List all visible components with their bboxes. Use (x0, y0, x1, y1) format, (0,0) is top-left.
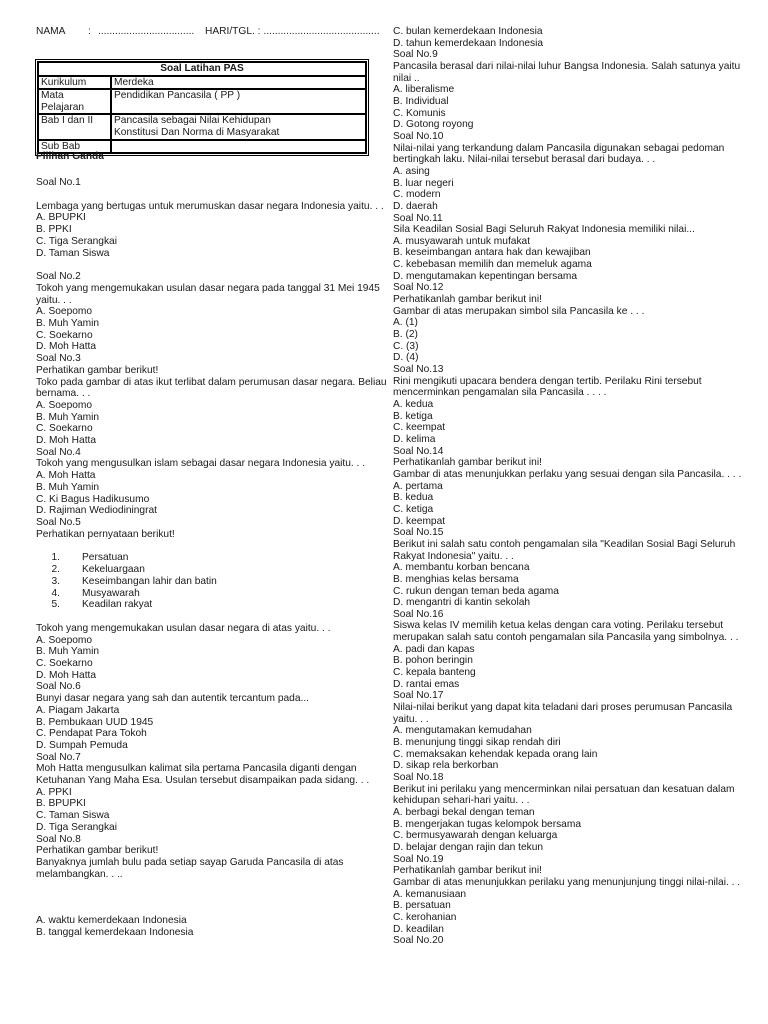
question-text: Nilai-nilai yang terkandung dalam Pancasila digunakan sebagai pedoman (393, 142, 725, 154)
question-label: Soal No.7 (36, 751, 81, 763)
info-key: Sub Bab (38, 140, 111, 154)
question-text: bertingkah laku. Nilai-nilai tersebut berasal dari budaya. . . (393, 154, 656, 166)
answer-option: C. memaksakan kehendak kepada orang lain (393, 748, 598, 760)
question-text: merupakan salah satu contoh pengamalan sila Pancasila yang simbolnya. . . (393, 632, 739, 644)
answer-option: A. waktu kemerdekaan Indonesia (36, 915, 187, 927)
answer-option: B. Muh Yamin (36, 411, 100, 423)
question-label: Soal No.11 (393, 212, 443, 224)
answer-option: B. mengerjakan tugas kelompok bersama (393, 818, 582, 830)
answer-option: D. daerah (393, 200, 438, 212)
answer-option: D. tahun kemerdekaan Indonesia (393, 37, 544, 49)
answer-option: C. bermusyawarah dengan keluarga (393, 830, 558, 842)
answer-option: A. Soepomo (36, 634, 93, 646)
question-text: Gambar di atas merupakan simbol sila Pancasila ke . . . (393, 305, 645, 317)
answer-option: A. Soepomo (36, 399, 93, 411)
answer-option: C. Soekarno (36, 329, 93, 341)
list-item: 1. Persatuan (51, 552, 129, 564)
answer-option: C. (3) (393, 340, 419, 352)
question-text: melambangkan. . .. (36, 868, 123, 880)
nama-label: NAMA (36, 26, 66, 37)
question-label: Soal No.13 (393, 364, 444, 376)
answer-option: B. menghias kelas bersama (393, 573, 519, 585)
answer-option: B. luar negeri (393, 177, 454, 189)
answer-option: D. Sumpah Pemuda (36, 739, 128, 751)
list-item: 3. Keseimbangan lahir dan batin (51, 575, 217, 587)
question-text: Rini mengikuti upacara bendera dengan tertib. Perilaku Rini tersebut (393, 375, 702, 387)
question-text: nilai .. (393, 72, 420, 84)
question-text: yaitu. . . (36, 294, 72, 306)
answer-option: B. kedua (393, 492, 434, 504)
answer-option: D. Rajiman Wediodiningrat (36, 505, 157, 517)
question-label: Soal No.18 (393, 772, 444, 783)
question-label: Soal No.15 (393, 527, 444, 539)
answer-option: D. belajar dengan rajin dan tekun (393, 841, 544, 853)
question-label: Soal No.14 (393, 445, 444, 457)
info-key: Kurikulum (38, 76, 111, 90)
question-text: Perhatikan gambar berikut! (36, 845, 159, 857)
question-label: Soal No.6 (36, 681, 81, 693)
answer-option: B. BPUPKI (36, 798, 86, 810)
answer-option: A. BPUPKI (36, 212, 86, 224)
answer-option: C. Tiga Serangkai (36, 235, 117, 247)
question-text: Banyaknya jumlah bulu pada setiap sayap Garuda Pancasila di atas (36, 856, 344, 868)
answer-option: D. rantai emas (393, 678, 460, 690)
answer-option: C. Soekarno (36, 423, 93, 435)
answer-option: C. kepala banteng (393, 667, 476, 679)
date-blank: ......................................... (263, 26, 380, 37)
left-column (36, 177, 387, 939)
answer-option: B. PPKI (36, 224, 72, 236)
statement-list (36, 552, 366, 611)
info-value: Pendidikan Pancasila ( PP ) (111, 89, 366, 114)
question-label: Soal No.16 (393, 608, 444, 620)
answer-option: C. rukun dengan teman beda agama (393, 585, 559, 597)
answer-option: D. Moh Hatta (36, 669, 97, 681)
info-value: Pancasila sebagai Nilai Kehidupan Konstitusi Dan Norma di Masyarakat (111, 114, 366, 139)
question-text: Bunyi dasar negara yang sah dan autentik tercantum pada... (36, 693, 309, 705)
answer-option: B. tanggal kemerdekaan Indonesia (36, 927, 194, 939)
question-text: Gambar di atas menunjukkan perlaku yang sesuai dengan sila Pancasila. . . . (393, 468, 742, 480)
answer-option: C. modern (393, 189, 441, 201)
answer-option: B. Muh Yamin (36, 646, 100, 658)
list-item: 4. Musyawarah (51, 587, 140, 599)
nama-blank: .................................. (98, 26, 195, 37)
question-text: Moh Hatta mengusulkan kalimat sila pertama Pancasila diganti dengan (36, 763, 357, 775)
question-text: Perhatikanlah gambar berikut ini! (393, 865, 542, 877)
question-text: Siswa kelas IV memilih ketua kelas dengan cara voting. Perilaku tersebut (393, 620, 724, 632)
question-text: Toko pada gambar di atas ikut terlibat dalam perumusan dasar negara. Beliau (36, 376, 387, 388)
answer-option: C. Soekarno (36, 658, 93, 670)
answer-option: D. Taman Siswa (36, 247, 110, 259)
exam-title: Soal Latihan PAS (38, 62, 366, 76)
date-label: HARI/TGL. : (205, 26, 261, 37)
answer-option: A. membantu korban bencana (393, 562, 530, 574)
question-label: Soal No.19 (393, 853, 444, 865)
info-row (38, 114, 366, 139)
info-key: Bab I dan II (38, 114, 111, 139)
list-item: 2. Kekeluargaan (51, 564, 145, 576)
answer-option: D. keempat (393, 515, 446, 527)
question-label: Soal No.10 (393, 130, 444, 142)
question-text: Berikut ini perilaku yang mencerminkan nilai persatuan dan kesatuan dalam (393, 783, 735, 795)
info-value: Merdeka (111, 76, 366, 90)
answer-option: B. Pembukaan UUD 1945 (36, 716, 154, 728)
question-label: Soal No.8 (36, 833, 81, 845)
answer-option: A. Moh Hatta (36, 470, 96, 482)
answer-option: D. kelima (393, 433, 436, 445)
question-text: Tokoh yang mengemukakan usulan dasar negara pada tanggal 31 Mei 1945 (36, 282, 380, 294)
answer-option: C. bulan kemerdekaan Indonesia (393, 26, 543, 37)
answer-option: D. Moh Hatta (36, 341, 97, 353)
student-header (36, 26, 380, 38)
answer-option: D. keadilan (393, 923, 444, 935)
question-text: Tokoh yang mengusulkan islam sebagai dasar negara Indonesia yaitu. . . (36, 458, 366, 470)
answer-option: A. padi dan kapas (393, 643, 475, 655)
answer-option: B. menunjung tinggi sikap rendah diri (393, 737, 561, 749)
answer-option: D. mengantri di kantin sekolah (393, 597, 531, 609)
info-row (38, 89, 366, 114)
answer-option: D. Gotong royong (393, 119, 474, 131)
answer-option: A. musyawarah untuk mufakat (393, 235, 531, 247)
answer-option: B. Muh Yamin (36, 318, 100, 330)
question-text: Nilai-nilai berikut yang dapat kita teladani dari proses perumusan Pancasila (393, 702, 733, 714)
answer-option: C. Pendapat Para Tokoh (36, 728, 147, 740)
question-text: mencerminkan pengamalan sila Pancasila . . . . (393, 387, 607, 399)
question-text: Perhatikan gambar berikut! (36, 364, 159, 376)
info-key: Mata Pelajaran (38, 89, 111, 114)
question-text: Lembaga yang bertugas untuk merumuskan dasar negara Indonesia yaitu. . . (36, 200, 384, 212)
answer-option: C. Taman Siswa (36, 810, 110, 822)
question-label: Soal No.20 (393, 935, 444, 947)
info-row (38, 76, 366, 90)
answer-option: A. Piagam Jakarta (36, 704, 120, 716)
answer-option: A. kemanusiaan (393, 888, 467, 900)
nama-colon: : (88, 26, 91, 37)
question-text: kehidupan sehari-hari yaitu. . . (393, 795, 530, 807)
answer-option: D. sikap rela berkorban (393, 760, 499, 772)
info-value (111, 140, 366, 154)
question-label: Soal No.3 (36, 353, 81, 365)
answer-option: D. Moh Hatta (36, 435, 97, 447)
question-label: Soal No.1 (36, 177, 81, 188)
question-text: Sila Keadilan Sosial Bagi Seluruh Rakyat Indonesia memiliki nilai... (393, 224, 695, 236)
answer-option: B. (2) (393, 329, 418, 341)
question-label: Soal No.4 (36, 446, 81, 458)
question-text: Rakyat Indonesia" yaitu. . . (393, 550, 514, 562)
question-text: Tokoh yang mengemukakan usulan dasar negara di atas yaitu. . . (36, 622, 331, 634)
question-text: Perhatikanlah gambar berikut ini! (393, 457, 542, 469)
answer-option: D. Tiga Serangkai (36, 821, 117, 833)
question-label: Soal No.5 (36, 516, 81, 528)
answer-option: A. Soepomo (36, 306, 93, 318)
answer-option: A. mengutamakan kemudahan (393, 725, 532, 737)
answer-option: A. (1) (393, 317, 418, 329)
answer-option: A. pertama (393, 480, 443, 492)
answer-option: B. pohon beringin (393, 655, 473, 667)
answer-option: B. Individual (393, 95, 449, 107)
answer-option: B. Muh Yamin (36, 481, 100, 493)
answer-option: C. keempat (393, 422, 446, 434)
answer-option: C. ketiga (393, 503, 434, 515)
answer-option: D. mengutamakan kepentingan bersama (393, 270, 578, 282)
answer-option: C. kebebasan memilih dan memeluk agama (393, 259, 592, 271)
answer-option: A. liberalisme (393, 84, 455, 96)
answer-option: A. PPKI (36, 786, 72, 798)
answer-option: C. Ki Bagus Hadikusumo (36, 493, 150, 505)
question-label: Soal No.2 (36, 271, 81, 283)
question-text: Gambar di atas menunjukkan perilaku yang menunjunjung tinggi nilai-nilai. . . (393, 876, 741, 888)
answer-option: B. persatuan (393, 900, 451, 912)
question-label: Soal No.17 (393, 690, 444, 702)
answer-option: B. ketiga (393, 410, 433, 422)
answer-option: D. (4) (393, 352, 419, 364)
exam-info-table (37, 61, 367, 154)
question-text: yaitu. . . (393, 713, 429, 725)
question-label: Soal No.9 (393, 49, 438, 61)
question-label: Soal No.12 (393, 282, 444, 294)
question-text: Berikut ini salah satu contoh pengamalan sila "Keadilan Sosial Bagi Seluruh (393, 538, 736, 550)
list-item: 5. Keadilan rakyat (51, 599, 153, 611)
right-column (393, 26, 753, 947)
question-text: Perhatikan pernyataan berikut! (36, 528, 175, 540)
section-title: Pilihan Ganda (36, 151, 104, 162)
answer-option: A. kedua (393, 399, 434, 410)
answer-option: C. kerohanian (393, 911, 457, 923)
question-text: Ketuhanan Yang Maha Esa. Usulan tersebut disampaikan pada sidang. . . (36, 775, 370, 787)
question-text: bernama. . . (36, 388, 91, 400)
question-text: Pancasila berasal dari nilai-nilai luhur Bangsa Indonesia. Salah satunya yaitu (393, 60, 741, 72)
answer-option: C. Komunis (393, 107, 446, 119)
answer-option: B. keseimbangan antara hak dan kewajiban (393, 247, 591, 259)
question-text: Perhatikanlah gambar berikut ini! (393, 294, 542, 306)
answer-option: A. berbagi bekal dengan teman (393, 806, 535, 818)
answer-option: A. asing (393, 165, 430, 177)
